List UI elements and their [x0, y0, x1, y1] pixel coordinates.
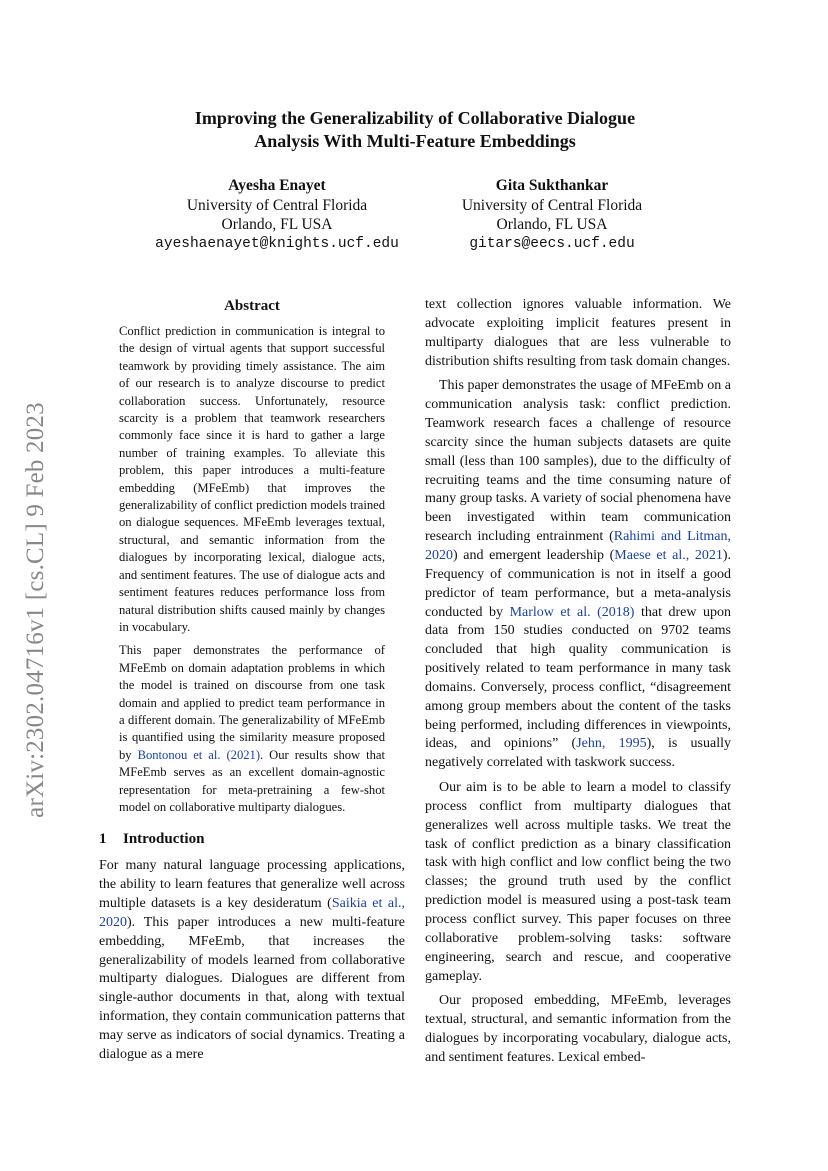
- left-column: [99, 296, 405, 1065]
- abstract-paragraph-1: Conflict prediction in communication is integral to the design of virtual agents that support successful teamwork by providing timely assistance. The aim of our research is to analyze discourse to predict collaboration success. Unfortunately, resource scarcity is a problem that teamwork researchers commonly face since it is hard to gather a large number of training examples. To alleviate this problem, this paper introduces a multi-feature embedding (MFeEmb) that improves the generalizability of conflict prediction models trained on dialogue sequences. MFeEmb leverages textual, structural, and semantic information from the dialogues by incorporating lexical, dialogue acts, and sentiment features. The use of dialogue acts and sentiment features reduces performance loss from natural distribution shifts caused mainly by changes in vocabulary.: [119, 324, 385, 634]
- author-location: Orlando, FL USA: [496, 216, 608, 233]
- author-email[interactable]: ayeshaenayet@knights.ucf.edu: [155, 235, 399, 252]
- abstract-body: [119, 323, 385, 816]
- body-paragraph-4: Our proposed embedding, MFeEmb, leverages textual, structural, and semantic information from the dialogues by incorporating vocabulary, dialogue acts, and sentiment features. Lexical embed-: [425, 993, 731, 1065]
- body-paragraph-3: Our aim is to be able to learn a model to classify process conflict from multiparty dialogues that generalizes well across multiple tasks. We treat the task of conflict prediction as a binary classification task with high conflict and low conflict being the two classes; the ground truth used by the conflict prediction model is measured using a post-task team process conflict survey. This paper focuses on three collaborative problem-solving tasks: software engineering, search and rescue, and cooperative gameplay.: [425, 780, 731, 984]
- body-paragraph-2: This paper demonstrates the usage of MFeEmb on a communication analysis task: conflict prediction. Teamwork research faces a challenge of resource scarcity since the human subjects datasets are quite small (less than 100 samples), due to the difficulty of recruiting teams and the time consuming nature of many group tasks. A variety of social phenomena have been investigated within team communication research including entrainment (Rahimi and Litman, 2020) and emergent leadership (Maese et al., 2021). Frequency of communication is not in itself a good predictor of team performance, but a meta-analysis conducted by Marlow et al. (2018) that drew upon data from 150 studies conducted on 9702 teams concluded that high quality communication is positively related to team performance in many task domains. Conversely, process conflict, “disagreement among group members about the content of the tasks being performed, including differences in viewpoints, ideas, and opinions” (Jehn, 1995), is usually negatively correlated with taskwork success.: [425, 378, 732, 771]
- section-title: Introduction: [123, 831, 205, 848]
- abstract-paragraph-2: This paper demonstrates the performance of MFeEmb on domain adaptation problems in which the model is trained on discourse from one task domain and applied to predict team performance in a different domain. The generalizability of MFeEmb is quantified using the similarity measure proposed by Bontonou et al. (2021). Our results show that MFeEmb serves as an excellent domain-agnostic representation for meta-pretraining a few-shot model on collaborative multiparty dialogues.: [119, 643, 385, 814]
- citation-link[interactable]: Rahimi and Litman, 2020: [425, 529, 731, 563]
- citation-link[interactable]: Bontonou et al. (2021): [137, 747, 261, 762]
- right-column: [425, 296, 731, 1068]
- author-affiliation: University of Central Florida: [186, 196, 368, 214]
- author-affiliation: University of Central Florida: [461, 196, 643, 214]
- paper-title: [100, 107, 730, 153]
- author-block-2: [402, 176, 702, 254]
- author-email[interactable]: gitars@eecs.ucf.edu: [469, 235, 635, 252]
- author-location: Orlando, FL USA: [221, 216, 333, 233]
- section-heading-introduction: [99, 829, 405, 849]
- section-number: 1: [99, 831, 107, 848]
- arxiv-sidebar-stamp: [22, 375, 50, 845]
- title-line-1: Improving the Generalizability of Collaborative Dialogue: [194, 108, 636, 128]
- author-name: Gita Sukthankar: [495, 177, 609, 194]
- abstract-heading: Abstract: [224, 298, 280, 314]
- citation-link[interactable]: Marlow et al. (2018): [509, 604, 635, 620]
- citation-link[interactable]: Saikia et al., 2020: [99, 896, 406, 930]
- body-paragraph-continued: text collection ignores valuable information. We advocate exploiting implicit features present in multiparty dialogues that are less vulnerable to distribution shifts resulting from task domain changes.: [425, 297, 731, 369]
- citation-link[interactable]: Jehn, 1995: [576, 736, 647, 752]
- author-name: Ayesha Enayet: [228, 177, 326, 194]
- title-line-2: Analysis With Multi-Feature Embeddings: [254, 131, 576, 151]
- author-block-1: [127, 176, 427, 254]
- arxiv-id: arXiv:2302.04716v1 [cs.CL] 9 Feb 2023: [22, 402, 49, 818]
- intro-paragraph-1: For many natural language processing applications, the ability to learn features that generalize well across multiple datasets is a key desideratum (Saikia et al., 2020). This paper introduces a new multi-feature embedding, MFeEmb, that increases the generalizability of models learned from collaborative multiparty dialogues. Dialogues are different from single-author documents in that, along with textual information, they contain communication patterns that may serve as indicators of social dynamics. Treating a dialogue as a mere: [99, 858, 406, 1062]
- citation-link[interactable]: Maese et al., 2021: [614, 547, 723, 563]
